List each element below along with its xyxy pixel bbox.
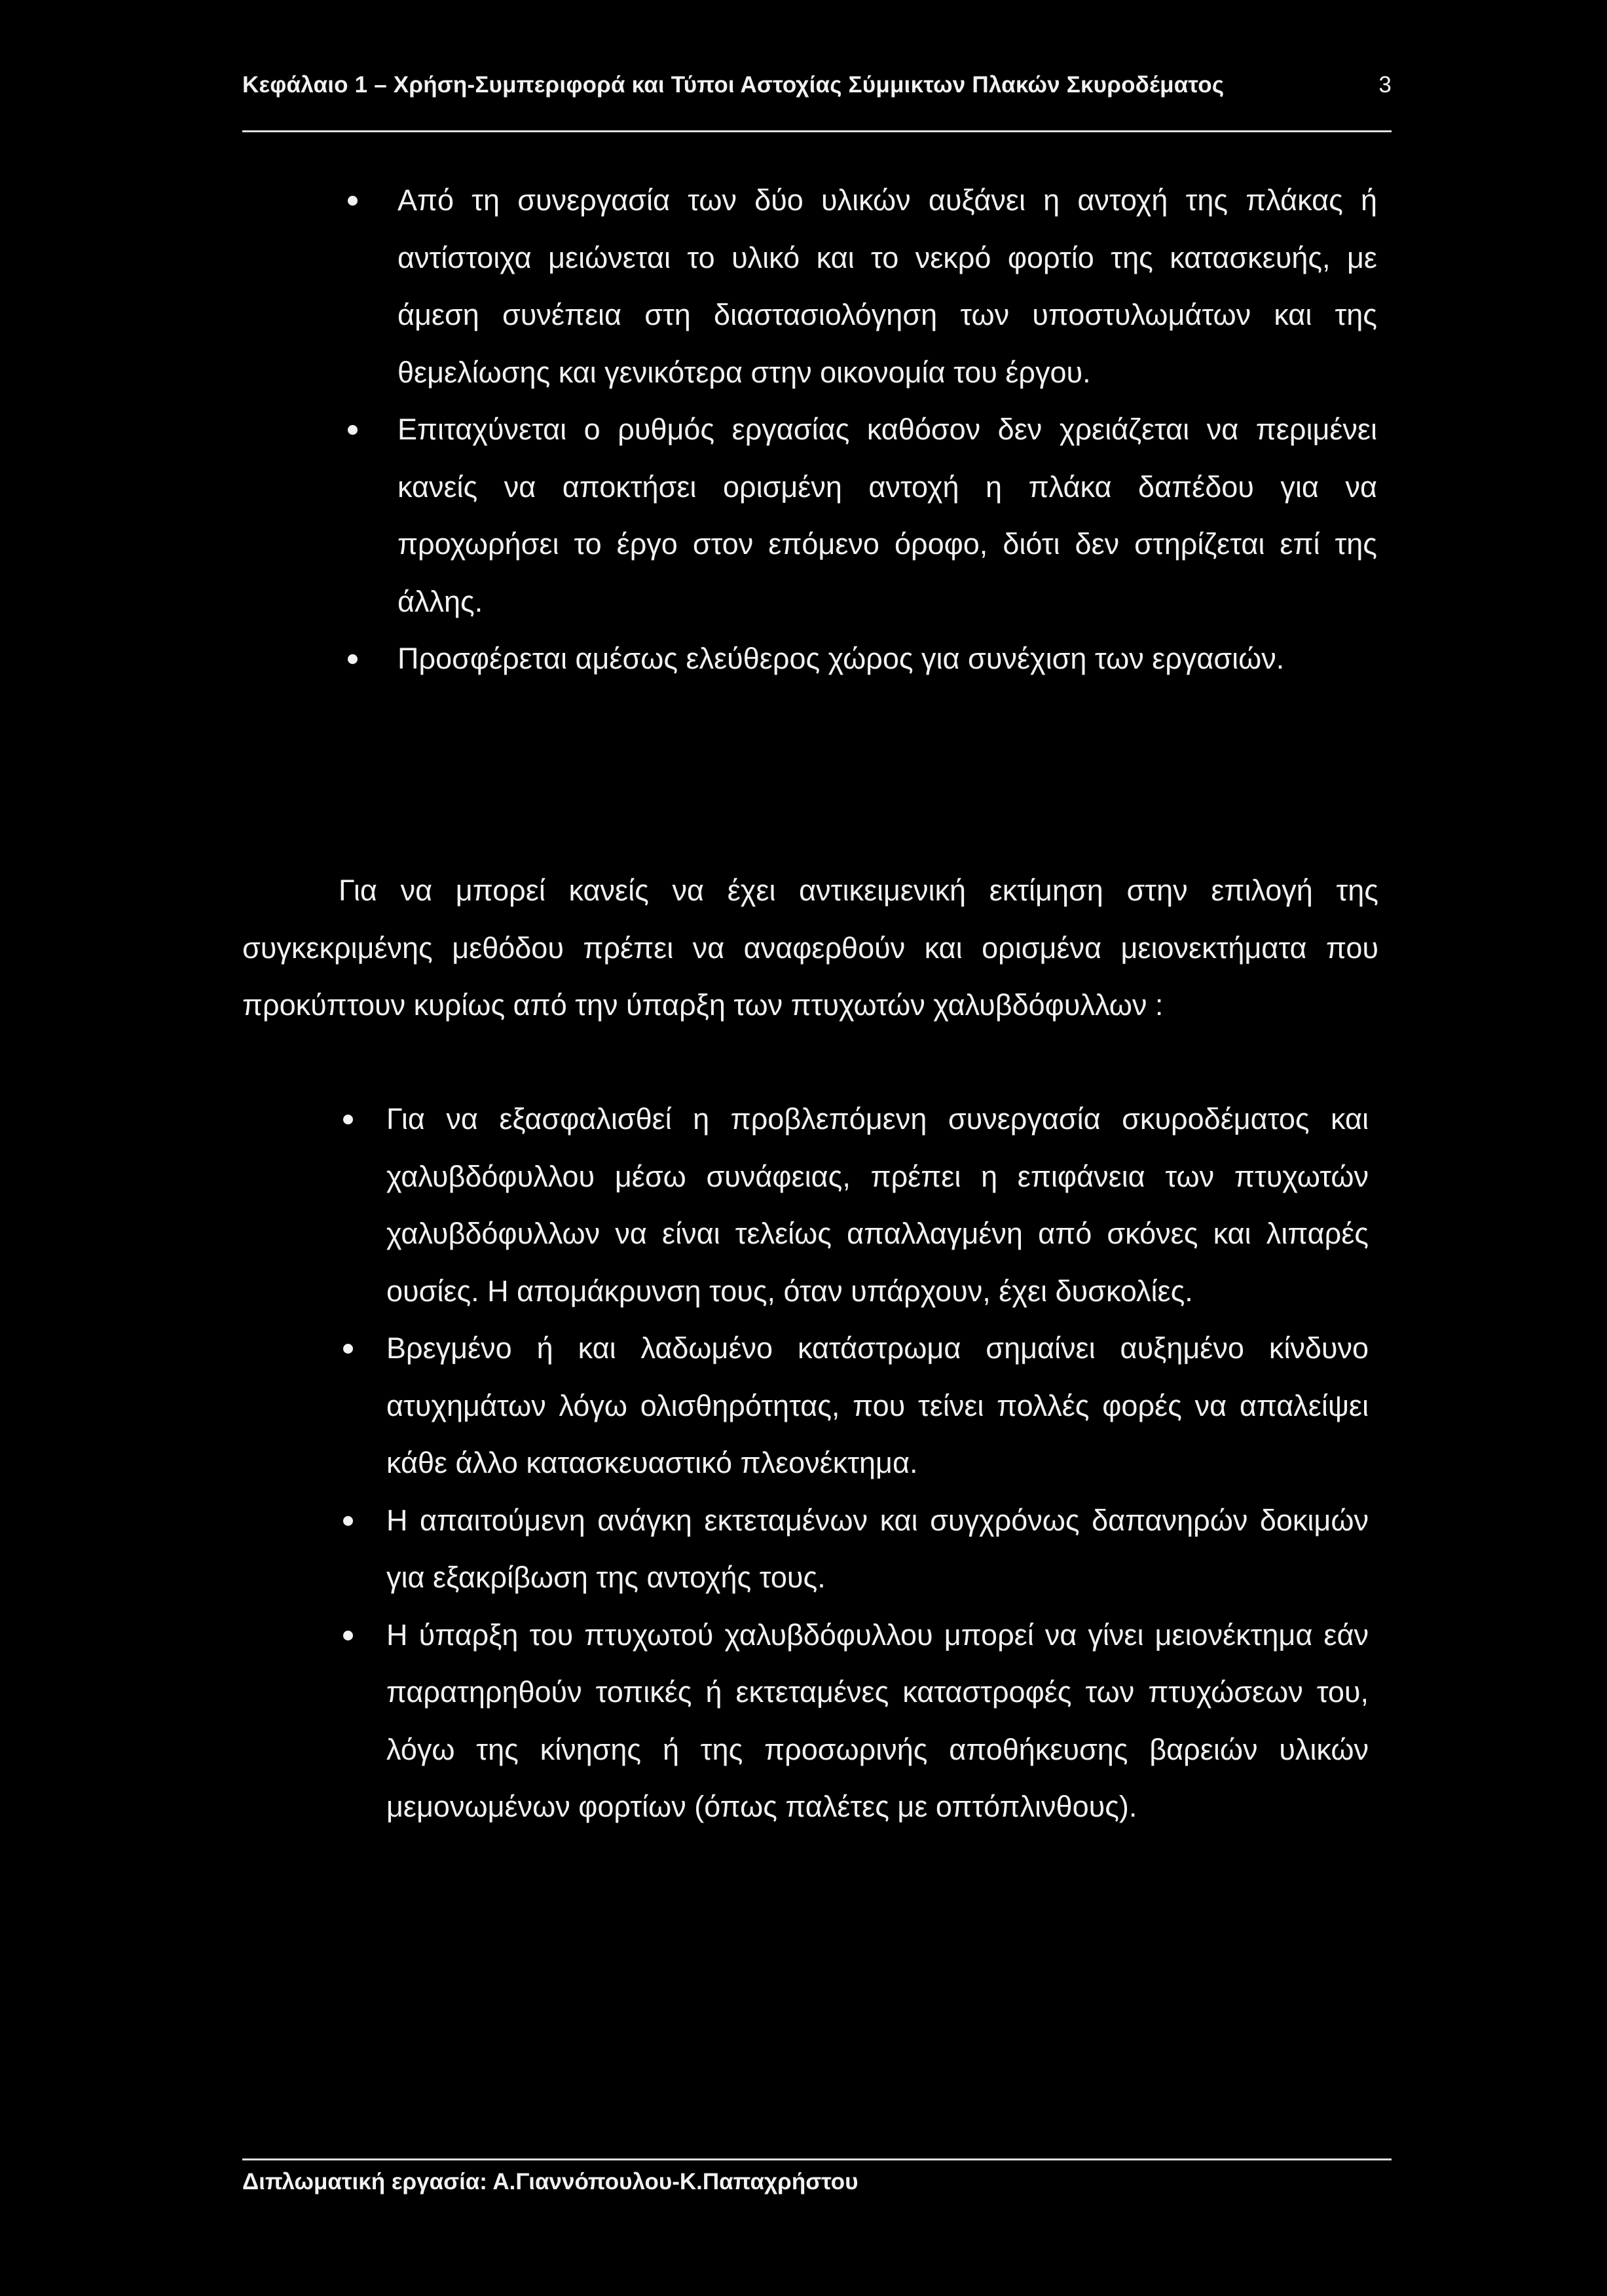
bullet-icon: [348, 196, 358, 206]
list-item: [397, 172, 1377, 401]
list-item-text: Από τη συνεργασία των δύο υλικών αυξάνει η αντοχή της πλάκας ή αντίστοιχα μειώνεται το υλικό και το νεκρό φορτίο της κατασκευής, με άμεση συνέπεια στη διαστασιολόγηση των υποστυλωμάτων και της θεμελίωσης και γενικότερα στην οικονομία του έργου.: [397, 183, 1377, 389]
list-item: [397, 401, 1377, 630]
page-footer: Διπλωματική εργασία: Α.Γιαννόπουλου-Κ.Παπαχρήστου: [242, 2169, 859, 2194]
bullet-icon: [348, 425, 358, 435]
bullet-icon: [343, 1631, 353, 1640]
page-number: 3: [1378, 72, 1392, 98]
disadvantages-list: [386, 1090, 1369, 1836]
list-item-text: Βρεγμένο ή και λαδωμένο κατάστρωμα σημαίνει αυξημένο κίνδυνο ατυχημάτων λόγω ολισθηρότητας, που τείνει πολλές φορές να απαλείψει κάθε άλλο κατασκευαστικό πλεονέκτημα.: [386, 1331, 1369, 1479]
bullet-icon: [343, 1344, 353, 1354]
list-item-text: Επιταχύνεται ο ρυθμός εργασίας καθόσον δεν χρειάζεται να περιμένει κανείς να αποκτήσει ορισμένη αντοχή η πλάκα δαπέδου για να προχωρήσει το έργο στον επόμενο όροφο, διότι δεν στηρίζεται επί της άλλης.: [397, 413, 1377, 618]
page-header: [242, 72, 1392, 98]
footer-divider: [242, 2158, 1392, 2160]
advantages-list: [397, 172, 1377, 688]
list-item-text: Για να εξασφαλισθεί η προβλεπόμενη συνεργασία σκυροδέματος και χαλυβδόφυλλου μέσω συνάφειας, πρέπει η επιφάνεια των πτυχωτών χαλυβδόφυλλων να είναι τελείως απαλλαγμένη από σκόνες και λιπαρές ουσίες. Η απομάκρυνση τους, όταν υπάρχουν, έχει δυσκολίες.: [386, 1102, 1369, 1308]
intro-paragraph: Για να μπορεί κανείς να έχει αντικειμενική εκτίμηση στην επιλογή της συγκεκριμένης μεθόδου πρέπει να αναφερθούν και ορισμένα μειονεκτήματα που προκύπτουν κυρίως από την ύπαρξη των πτυχωτών χαλυβδόφυλλων :: [242, 874, 1378, 1022]
header-divider: [242, 130, 1392, 132]
list-item: [386, 1090, 1369, 1320]
chapter-title: Κεφάλαιο 1 – Χρήση-Συμπεριφορά και Τύποι Αστοχίας Σύμμικτων Πλακών Σκυροδέματος: [242, 72, 1225, 98]
list-item-text: Η απαιτούμενη ανάγκη εκτεταμένων και συγχρόνως δαπανηρών δοκιμών για εξακρίβωση της αντοχής τους.: [386, 1503, 1369, 1594]
list-item: [386, 1492, 1369, 1606]
list-item: [386, 1606, 1369, 1836]
list-item: [397, 630, 1377, 688]
list-item: [386, 1320, 1369, 1492]
bullet-icon: [348, 654, 358, 664]
list-item-text: Η ύπαρξη του πτυχωτού χαλυβδόφυλλου μπορεί να γίνει μειονέκτημα εάν παρατηρηθούν τοπικές ή εκτεταμένες καταστροφές των πτυχώσεων του, λόγω της κίνησης ή της προσωρινής αποθήκευσης βαρειών υλικών μεμονωμένων φορτίων (όπως παλέτες με οπτόπλινθους).: [386, 1618, 1369, 1823]
list-item-text: Προσφέρεται αμέσως ελεύθερος χώρος για συνέχιση των εργασιών.: [397, 642, 1285, 675]
bullet-icon: [343, 1115, 353, 1124]
bullet-icon: [343, 1516, 353, 1526]
